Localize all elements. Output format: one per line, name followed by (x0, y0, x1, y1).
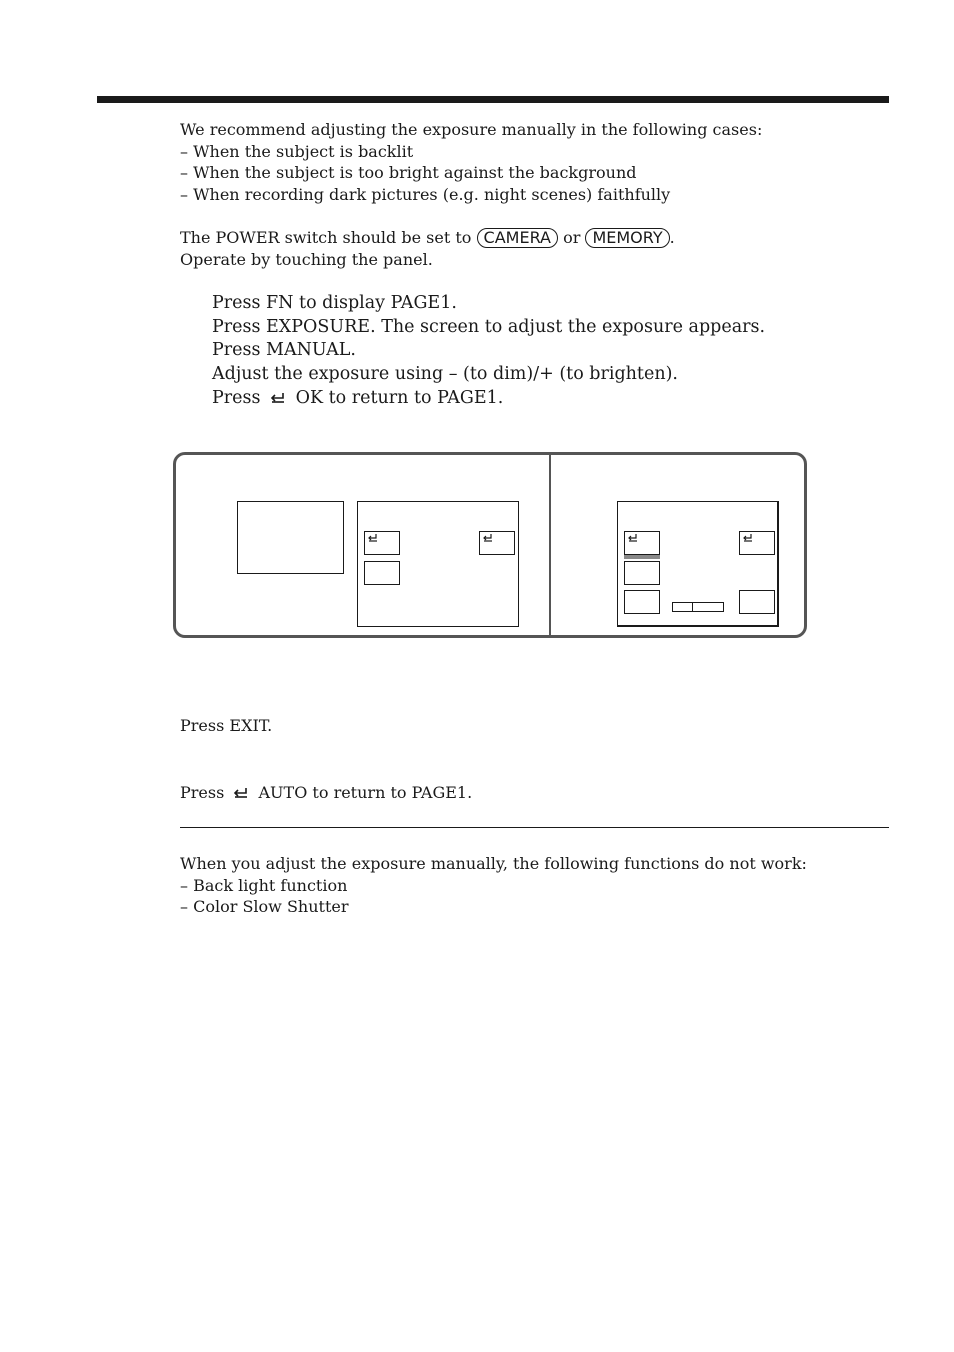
exposure-scale-left (672, 602, 693, 612)
return-button[interactable] (624, 531, 660, 555)
section-rule (180, 827, 889, 828)
case-item: – When the subject is backlit (180, 142, 414, 161)
plus-button[interactable] (739, 590, 775, 614)
return-icon (231, 786, 251, 800)
return-button[interactable] (479, 531, 515, 555)
power-line (180, 227, 675, 249)
step-5 (212, 387, 503, 411)
operate-note: Operate by touching the panel. (180, 250, 433, 269)
step-5-suffix: OK to return to PAGE1. (295, 388, 504, 408)
note-item: – Back light function (180, 876, 348, 895)
camera-mode-label: CAMERA (477, 228, 558, 248)
auto-suffix: AUTO to return to PAGE1. (258, 783, 473, 802)
power-period: . (669, 228, 675, 247)
minus-button[interactable] (624, 590, 660, 614)
intro-lead: We recommend adjusting the exposure manually in the following cases: (180, 120, 763, 139)
page1-screen (237, 501, 344, 574)
step-5-prefix: Press (212, 388, 261, 408)
power-prefix: The POWER switch should be set to (180, 228, 472, 247)
return-icon (742, 533, 754, 543)
case-item: – When recording dark pictures (e.g. night scenes) faithfully (180, 185, 671, 204)
step-4: Adjust the exposure using – (to dim)/+ (to brighten). (212, 364, 678, 384)
return-icon (627, 533, 639, 543)
exit-instruction: Press EXIT. (180, 716, 273, 735)
memory-mode-label: MEMORY (585, 228, 669, 248)
selection-highlight (624, 555, 660, 559)
return-button[interactable] (739, 531, 775, 555)
manual-button[interactable] (624, 561, 660, 585)
step-1: Press FN to display PAGE1. (212, 293, 457, 313)
step-3: Press MANUAL. (212, 340, 356, 360)
manual-button[interactable] (364, 561, 400, 585)
return-icon (482, 533, 494, 543)
step-2: Press EXPOSURE. The screen to adjust the exposure appears. (212, 317, 766, 337)
power-or: or (563, 228, 581, 247)
note-item: – Color Slow Shutter (180, 897, 349, 916)
return-button[interactable] (364, 531, 400, 555)
case-item: – When the subject is too bright against the background (180, 163, 637, 182)
auto-prefix: Press (180, 783, 225, 802)
note-lead: When you adjust the exposure manually, the following functions do not work: (180, 854, 807, 873)
return-icon (268, 391, 288, 405)
header-rule (97, 96, 889, 103)
auto-instruction (180, 782, 472, 804)
panel-divider (549, 455, 551, 638)
exposure-scale-right (692, 602, 724, 612)
return-icon (367, 533, 379, 543)
